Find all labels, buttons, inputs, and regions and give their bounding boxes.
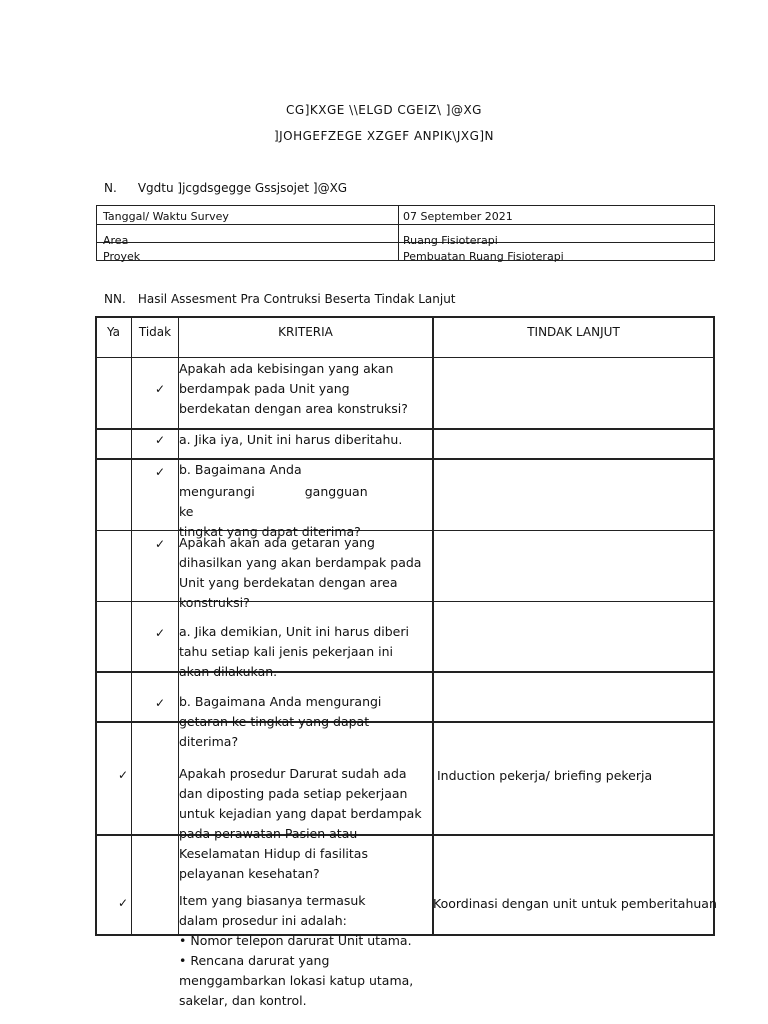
ya-check-mark: ✓: [117, 768, 129, 782]
section-1-title: Vgdtu ]jcgdsgegge Gssjsojet ]@XG: [137, 181, 348, 195]
tindak-lanjut-text: Induction pekerja/ briefing pekerja: [437, 768, 653, 783]
info-value-project: Pembuatan Ruang Fisioterapi: [403, 250, 564, 263]
criteria-text: Apakah prosedur Darurat sudah ada dan diposting pada setiap pekerjaan untuk kejadian yang dapat berdampak pada perawatan Pasien atau: [179, 766, 422, 841]
header-ya: Ya: [106, 325, 121, 339]
tidak-check-mark: ✓: [154, 433, 166, 447]
criteria-text-continued: Item yang biasanya termasuk dalam prosedur ini adalah: • Nomor telepon darurat Unit utama. • Rencana darurat yang menggambarkan lokasi katup utama, sakelar, dan kontrol.: [179, 893, 414, 1008]
criteria-text: b. Bagaimana Anda mengurangi gangguan ke tingkat yang dapat diterima?: [179, 462, 368, 539]
tidak-check-mark: ✓: [154, 537, 166, 551]
section-2-heading: [104, 292, 456, 306]
header-tindak-lanjut: TINDAK LANJUT: [527, 325, 620, 339]
header-kriteria: KRITERIA: [278, 325, 333, 339]
tidak-check-mark: ✓: [154, 382, 166, 396]
info-value-date: 07 September 2021: [403, 210, 513, 223]
criteria-text: Apakah akan ada getaran yang dihasilkan yang akan berdampak pada Unit yang berdekatan dengan area konstruksi?: [179, 535, 422, 610]
header-tidak: Tidak: [138, 325, 172, 339]
tindak-lanjut-text: Koordinasi dengan unit untuk pemberitahuan: [433, 896, 717, 911]
document-title-line2: ]JOHGEFZEGE XZGEF ANPIK\JXG]N: [273, 129, 495, 143]
criteria-text: Apakah ada kebisingan yang akan berdampak pada Unit yang berdekatan dengan area konstruksi?: [179, 361, 408, 416]
criteria-text: a. Jika demikian, Unit ini harus diberi tahu setiap kali jenis pekerjaan ini akan dilakukan.: [179, 624, 409, 679]
document-title-line1: CG]KXGE \\ELGD CGEIZ\ ]@XG: [286, 103, 482, 117]
ya-check-mark: ✓: [117, 896, 129, 910]
section-2-number: NN.: [104, 292, 126, 306]
criteria-text: a. Jika iya, Unit ini harus diberitahu.: [179, 432, 403, 447]
tidak-check-mark: ✓: [154, 696, 166, 710]
section-1-number: N.: [104, 181, 117, 195]
section-2-title: Hasil Assesment Pra Contruksi Beserta Tindak Lanjut: [137, 292, 456, 306]
criteria-text: Keselamatan Hidup di fasilitas pelayanan kesehatan?: [179, 846, 368, 881]
tidak-check-mark: ✓: [154, 626, 166, 640]
info-label-area: Area: [103, 234, 129, 247]
tidak-check-mark: ✓: [154, 465, 166, 479]
info-label-project: Proyek: [103, 250, 141, 263]
criteria-text: b. Bagaimana Anda mengurangi getaran ke tingkat yang dapat diterima?: [179, 694, 382, 749]
info-value-area: Ruang Fisioterapi: [403, 234, 498, 247]
section-1-heading: [104, 181, 347, 195]
info-label-date: Tanggal/ Waktu Survey: [103, 210, 229, 223]
